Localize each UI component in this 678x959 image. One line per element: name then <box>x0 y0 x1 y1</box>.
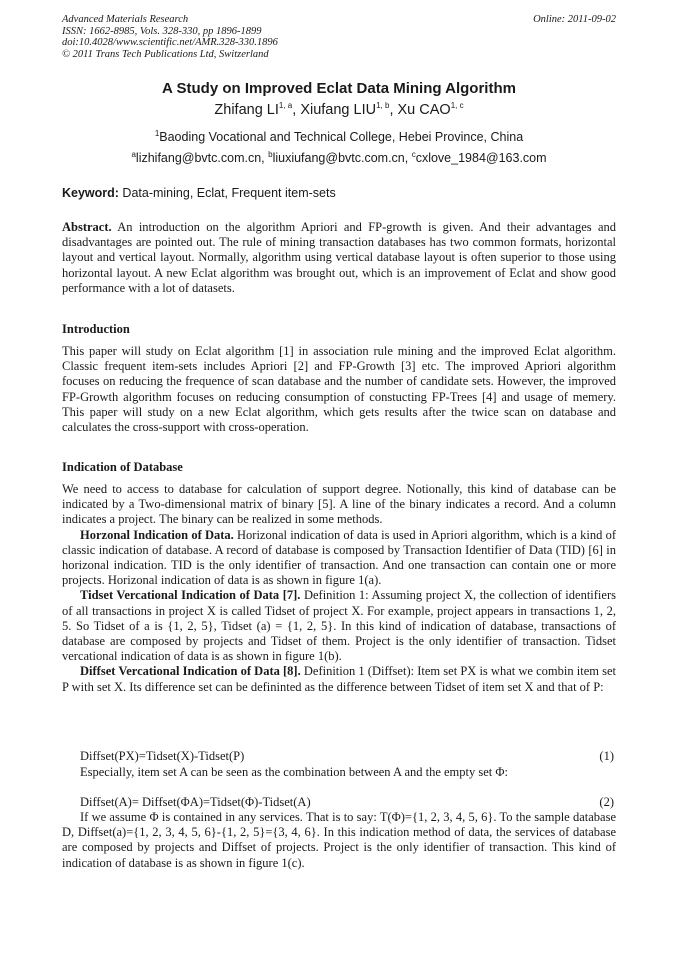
introduction-paragraph: This paper will study on Eclat algorithm [1] in association rule mining and the improved Eclat algorithm. Classic frequent item-sets includes Apriori [2] and FP-Growth [3] etc. The improved Apriori algorithm focuses on reducing the frequence of scan database and the number of candidate sets. However, the improved FP-Growth algorithm focuses on reducing consumption of constucting FP-Trees [4] and usage of memery. This paper will study on a new Eclat algorithm, which gets results after the twice scan on database and calculates the cross-support with cross-operation. <box>62 344 616 435</box>
equation-2 <box>80 795 616 810</box>
section-heading-introduction: Introduction <box>62 322 130 336</box>
section-heading-indication: Indication of Database <box>62 460 183 474</box>
keyword-label: Keyword: <box>62 186 119 200</box>
journal-name: Advanced Materials Research <box>62 14 189 25</box>
author-name: Zhifang LI <box>214 102 279 118</box>
indication-paragraph-tidset: Tidset Vercational Indication of Data [7]. Definition 1: Assuming project X, the collection of identifiers of all transactions in project X is called Tidset of project X. For example, project appears in transactions 1, 2, 5. So Tidset of a is {1, 2, 5}, Tidset (a) = {1, 2, 5}. In this kind of indication of database, transactions of database are composed by projects and Tidset of them. Project is the only identifier of transaction. Tidset vercational indication of data is as shown in figure 1(b). <box>62 588 616 664</box>
equation-text: Diffset(A)= Diffset(ΦA)=Tidset(Φ)-Tidset(A) <box>80 795 311 809</box>
equation-number: (2) <box>599 795 614 809</box>
copyright-line: © 2011 Trans Tech Publications Ltd, Switzerland <box>62 48 269 60</box>
affiliation: $^1$Baoding Vocational and Technical College, Hebei Province, China <box>154 129 524 144</box>
email-link: lizhifang@bvtc.com.cn, <box>135 151 269 165</box>
author-sup: 1, b <box>376 101 390 110</box>
abstract <box>62 220 616 296</box>
abstract-label: Abstract. <box>62 220 112 234</box>
keywords <box>62 186 336 200</box>
indication-paragraph-diffset: Diffset Vercational Indication of Data [8]. Definition 1 (Diffset): Item set PX is what we combin item set P with set X. Its difference set can be defininted as the difference between Tidset of item set X and that of P: <box>62 664 616 694</box>
email-link: liuxiufang@bvtc.com.cn, <box>272 151 412 165</box>
keyword-text: Data-mining, Eclat, Frequent item-sets <box>118 186 336 200</box>
author-list: Zhifang LI$^{1, a}$, Xiufang LIU$^{1, b}$, Xu CAO$^{1, c}$ <box>214 101 464 118</box>
equation-text: Diffset(PX)=Tidset(X)-Tidset(P) <box>80 749 245 763</box>
email-link: cxlove_1984@163.com <box>415 151 547 165</box>
indication-paragraph-horizontal: Horzonal Indication of Data. Horizonal indication of data is used in Apriori algorithm, which is a kind of classic indication of database. A record of database is composed by Transaction Identifier of Data (TID) [6] in horizonal indication. TID is the only identifier of transaction. And one transaction can contain one or more projects. Horizonal indication of data is as shown in figure 1(a). <box>62 527 616 588</box>
abstract-text: An introduction on the algorithm Apriori and FP-growth is given. And their advantages and disadvantages are pointed out. The rule of mining transaction databases has two common formats, horizontal layout and vertical layout. Normally, algorithm using vertical database layout is often superior to those using horizontal layout. A new Eclat algorithm was brought out, which is an improvement of Eclat and show good performance with a lot of datasets. <box>62 220 616 295</box>
author-emails: $^a$lizhifang@bvtc.com.cn, $^b$liuxiufang@bvtc.com.cn, $^c$cxlove_1984@163.com <box>131 150 547 165</box>
online-date: Online: 2011-09-02 <box>533 14 616 25</box>
paper-title: A Study on Improved Eclat Data Mining Algorithm <box>162 80 516 97</box>
doi-line: doi:10.4028/www.scientific.net/AMR.328-330.1896 <box>62 37 278 48</box>
equation-1 <box>80 749 616 764</box>
author-sup: 1, c <box>450 101 464 110</box>
indication-paragraph-5: Especially, item set A can be seen as the combination between A and the empty set Φ: <box>80 765 509 779</box>
indication-paragraph-6: If we assume Φ is contained in any services. That is to say: T(Φ)={1, 2, 3, 4, 5, 6}. To the sample database D, Diffset(a)={1, 2, 3, 4, 5, 6}-{1, 2, 5}={3, 4, 6}. In this indication method of data, the services of database are composed by projects and Diffset of projects. Project is the only identifier of transaction. This kind of indication of database is as shown in figure 1(c). <box>62 810 616 870</box>
author-sup: 1, a <box>278 101 293 110</box>
indication-paragraph-1: We need to access to database for calculation of support degree. Notionally, this kind of database can be indicated by a Two-dimensional matrix of binary [5]. A line of the binary indicates a record. And a column indicates a project. The binary can be realized in some methods. <box>62 482 616 527</box>
journal-meta <box>62 14 616 60</box>
indication-body <box>62 482 616 695</box>
author-name: Xiufang LIU <box>300 102 377 118</box>
equation-number: (1) <box>599 749 614 763</box>
issn-line: ISSN: 1662-8985, Vols. 328-330, pp 1896-1899 <box>62 25 262 37</box>
author-name: Xu CAO <box>397 102 451 118</box>
